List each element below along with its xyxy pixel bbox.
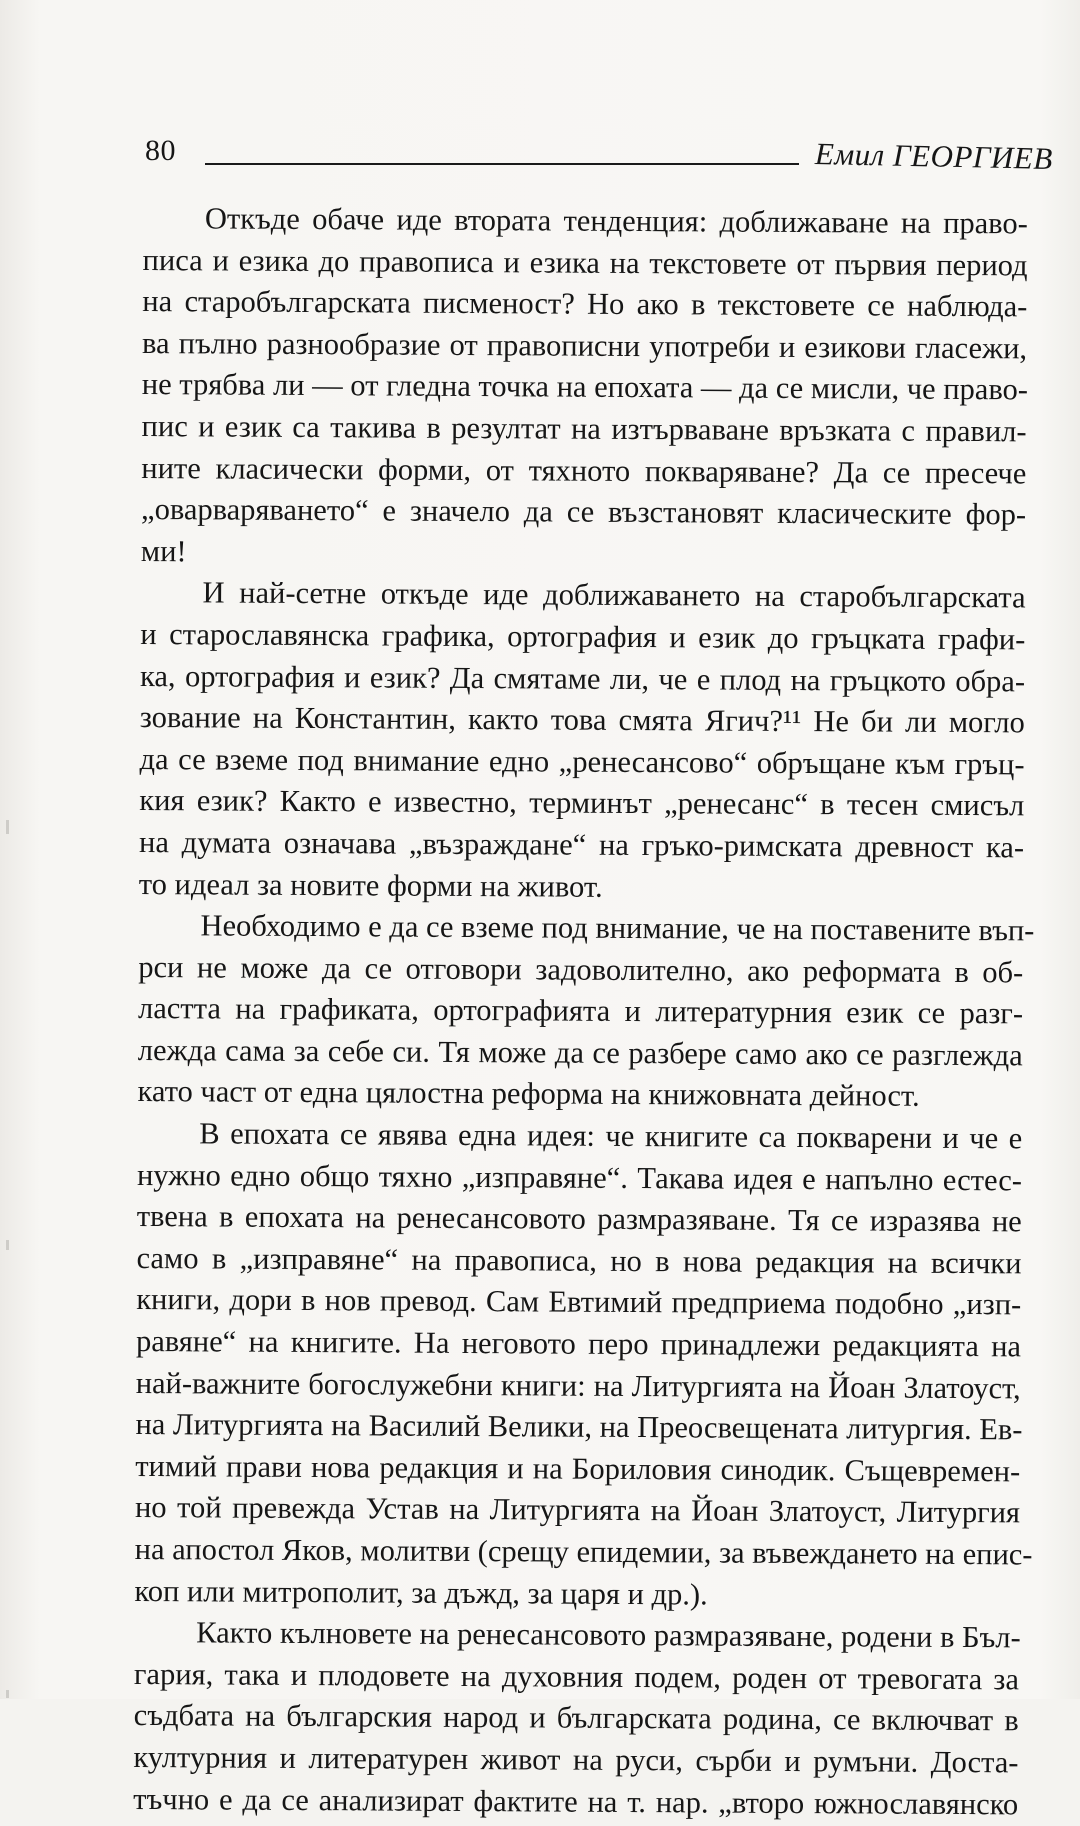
paragraph [137,905,1035,1118]
text-line: и старославянска графика, ортография и език до гръцката графи- [140,616,1026,657]
text-line: като част от една цялостна реформа на книжовната дейност. [137,1074,920,1114]
text-line: на апостол Яков, молитви (срещу епидемии, за въвеждането на епис- [134,1531,1033,1572]
text-line: да се вземе под внимание едно „ренесансово“ обръщане към гръц- [139,741,1025,782]
text-line: тъчно е да се анализират фактите на т. нар. „второ южнославянско [133,1781,1019,1821]
text-line: тимий прави нова редакция и на Бориловия синодик. Същевремен- [135,1448,1021,1489]
paragraph [134,1113,1033,1618]
text-line: само в „изправяне“ на правописа, но в нова редакция на всички [136,1240,1022,1281]
text-line: ми! [140,533,187,569]
scan-edge-mark [6,1690,9,1698]
body-text [133,198,1035,1826]
page-number: 80 [145,134,176,167]
paragraph [139,572,1026,910]
text-line: гария, така и плодовете на духовния подем, роден от тревогата за [133,1656,1020,1697]
text-line: рси не може да се отговори задоволително, ако реформата в об- [138,949,1024,990]
text-line: кия език? Както е известно, терминът „ренесанс“ в тесен смисъл [139,783,1025,823]
text-line: твена в епохата на ренесансовото размразяване. Тя се изразява не [136,1199,1022,1239]
text-line: на думата означава „възраждане“ на гръко-римската древност ка- [138,824,1025,865]
text-line: книги, дори в нов превод. Сам Евтимий предприема подобно „изп- [136,1282,1022,1322]
scan-edge-mark [6,1240,9,1250]
text-line: то идеал за новите форми на живот. [138,866,603,904]
text-line: пис и език са такива в резултат на изтърваване връзката с правил- [141,408,1027,449]
text-line: Необходимо е да се вземе под внимание, че на поставените въп- [200,908,1035,948]
text-line: нужно едно общо тяхно „изправяне“. Такава идея е напълно естес- [136,1157,1023,1198]
text-line: Откъде обаче иде втората тенденция: доближаване на право- [204,201,1028,241]
text-line: най-важните богослужебни книги: на Литургията на Йоан Златоуст, [135,1365,1021,1406]
text-line: съдбата на българския народ и българската родина, се включват в [133,1698,1019,1738]
page-header [145,128,1054,178]
text-line: ка, ортография и език? Да смятаме ли, че е плод на гръцкото обра- [139,658,1026,698]
header-rule [205,163,799,165]
text-line: равяне“ на книгите. На неговото перо принадлежи редакцията на [135,1324,1022,1364]
text-line: ва пълно разнообразие от правописни употреби и езикови гласежи, [142,325,1028,366]
paragraph [141,198,1028,578]
running-head: Емил ГЕОРГИЕВ [814,136,1054,176]
text-line: И най-сетне откъде иде доближаването на старобългарската [202,575,1026,615]
text-line: на старобългарската писменост? Но ако в текстовете се наблюда- [142,284,1028,324]
text-line: писа и езика до правописа и езика на текстовете от първия период [142,242,1028,282]
text-line: ластта на графиката, ортографията и литературния език се разг- [137,991,1024,1031]
text-line: но той превежда Устав на Литургията на Йоан Златоуст, Литургия [134,1490,1021,1530]
text-line: В епохата се явява една идея: че книгите са покварени и че е [199,1116,1023,1156]
text-line: лежда сама за себе си. Тя може да се разбере само ако се разглежда [137,1032,1023,1073]
text-line: ните класически форми, от тяхното покваряване? Да се пресече [141,450,1027,490]
text-line: на Литургията на Василий Велики, на Преосвещената литургия. Ев- [135,1407,1023,1447]
text-line: „оварваряването“ е значело да се възстановят класическите фор- [140,492,1027,532]
text-line: коп или митрополит, за дъжд, за царя и др.). [134,1573,708,1612]
text-line: зование на Константин, както това смята Ягич?¹¹ Не би ли могло [139,700,1025,740]
text-line: не трябва ли — от гледна точка на епохата — да се мисли, че право- [141,367,1029,407]
scan-edge-mark [6,820,9,834]
text-line: културния и литературен живот на руси, сърби и румъни. Доста- [133,1739,1019,1780]
paragraph [133,1612,1019,1825]
text-line: Както кълновете на ренесансовото размразяване, родени в Бъл- [196,1615,1021,1655]
